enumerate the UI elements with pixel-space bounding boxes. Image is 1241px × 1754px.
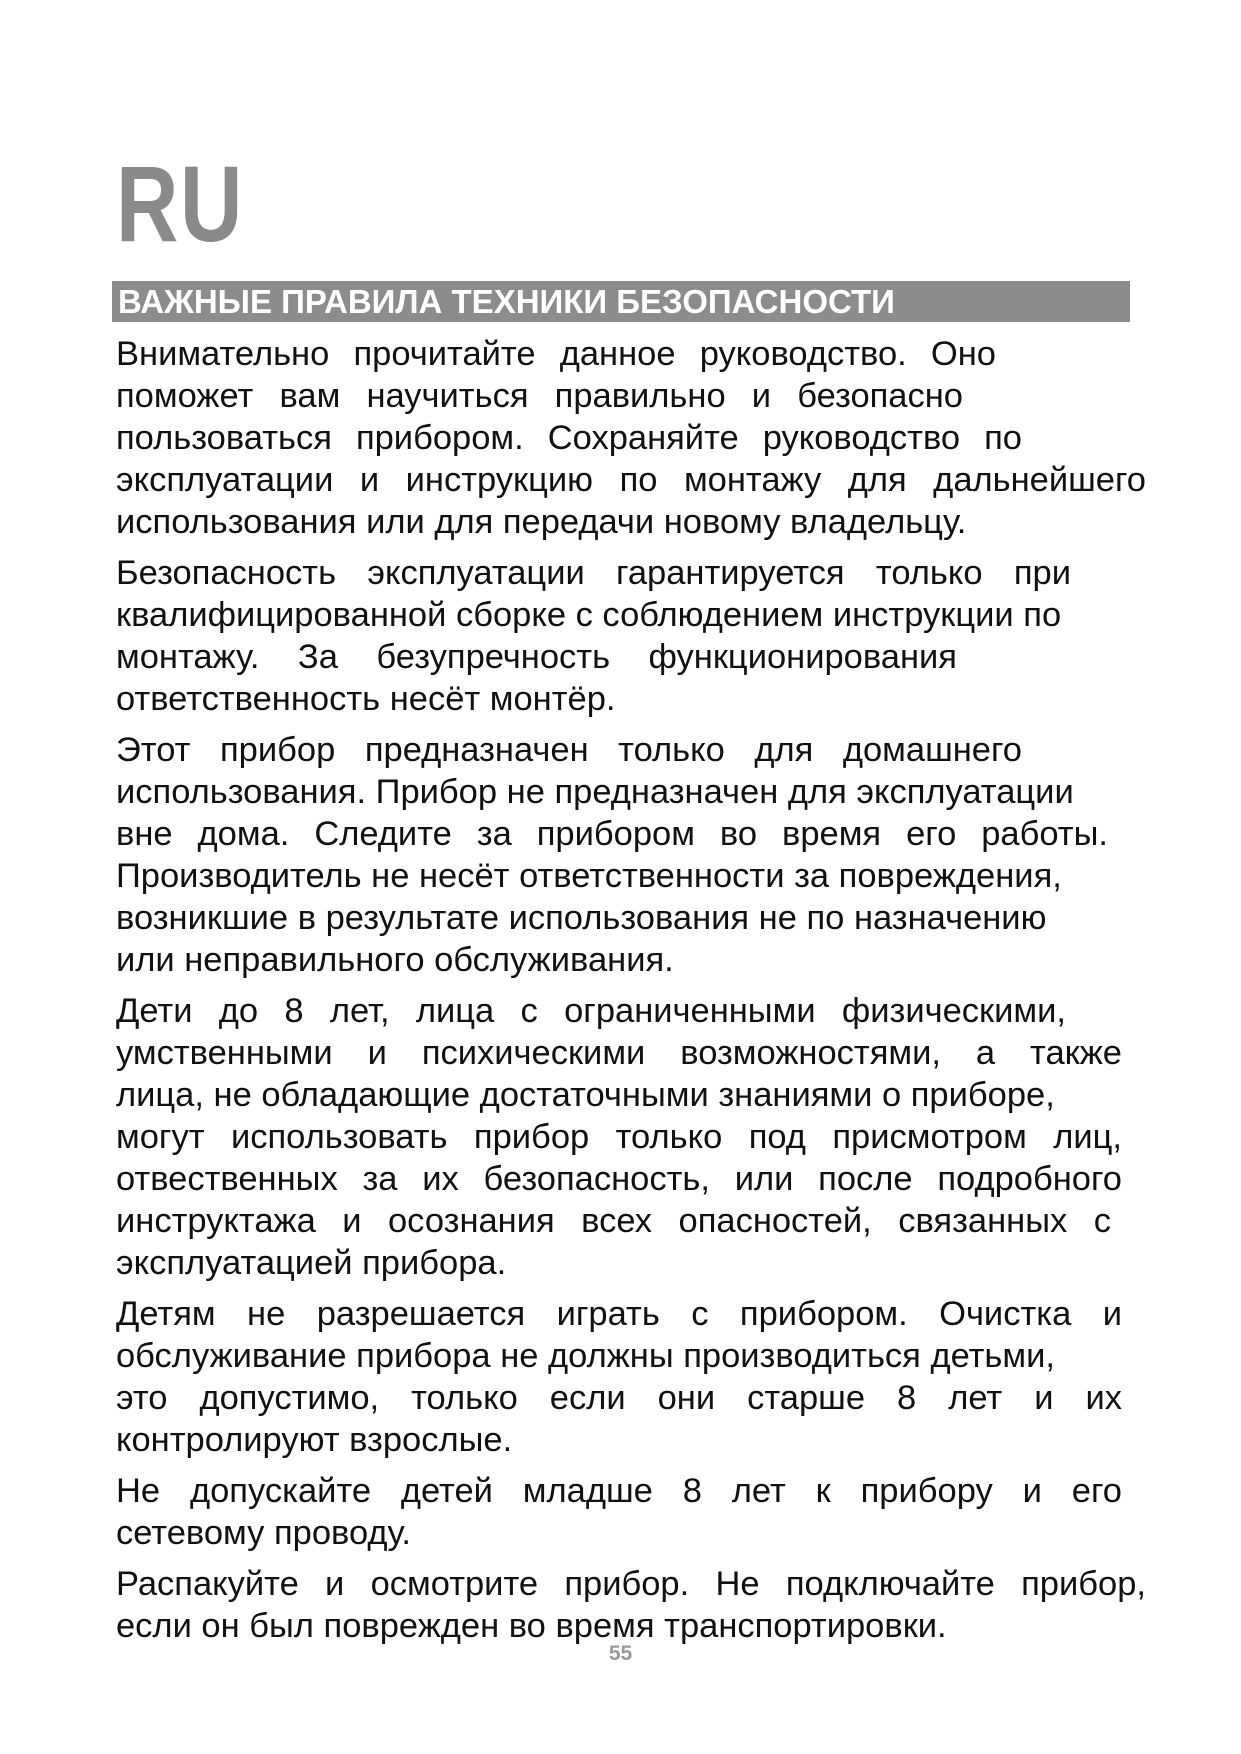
- paragraph-installation: [116, 552, 1156, 720]
- text-line: обслуживание прибора не должны производиться детьми,: [116, 1337, 1055, 1375]
- page-number: 55: [608, 1642, 633, 1665]
- paragraph-keep-away: [116, 1470, 1156, 1554]
- section-header-bar: [112, 281, 1130, 322]
- text-line: ответственность несёт монтёр.: [116, 680, 616, 718]
- text-line: поможет вам научиться правильно и безопасно: [116, 377, 963, 415]
- text-line: это допустимо, только если они старше 8 лет и их: [116, 1379, 1122, 1417]
- text-line: отвественных за их безопасность, или после подробного: [116, 1160, 1122, 1198]
- text-line: инструктажа и осознания всех опасностей, связанных с: [116, 1202, 1111, 1240]
- paragraph-children-play: [116, 1293, 1156, 1461]
- text-line: вне дома. Следите за прибором во время его работы.: [116, 815, 1108, 853]
- text-line: монтажу. За безупречность функционирования: [116, 638, 957, 676]
- text-line: сетевому проводу.: [116, 1514, 411, 1552]
- text-line: использования. Прибор не предназначен для эксплуатации: [116, 773, 1074, 811]
- body-text: [116, 333, 1156, 1656]
- text-line: использования или для передачи новому владельцу.: [116, 503, 967, 541]
- paragraph-children-limited: [116, 990, 1156, 1284]
- section-title: ВАЖНЫЕ ПРАВИЛА ТЕХНИКИ БЕЗОПАСНОСТИ: [118, 283, 895, 320]
- text-line: квалифицированной сборке с соблюдением инструкции по: [116, 596, 1062, 634]
- text-line: Этот прибор предназначен только для домашнего: [116, 731, 1022, 769]
- text-line: Безопасность эксплуатации гарантируется только при: [116, 554, 1071, 592]
- text-line: эксплуатацией прибора.: [116, 1244, 507, 1282]
- text-line: контролируют взрослые.: [116, 1421, 513, 1459]
- paragraph-intro: [116, 333, 1156, 543]
- text-line: или неправильного обслуживания.: [116, 941, 674, 979]
- text-line: возникшие в результате использования не по назначению: [116, 899, 1047, 937]
- language-code: RU: [116, 143, 244, 264]
- text-line: эксплуатации и инструкцию по монтажу для дальнейшего: [116, 461, 1146, 499]
- text-line: Распакуйте и осмотрите прибор. Не подключайте прибор,: [116, 1565, 1146, 1603]
- text-line: Не допускайте детей младше 8 лет к прибору и его: [116, 1472, 1122, 1510]
- paragraph-unpack: [116, 1563, 1156, 1647]
- paragraph-domestic-use: [116, 729, 1156, 981]
- text-line: Внимательно прочитайте данное руководство. Оно: [116, 335, 996, 373]
- text-line: могут использовать прибор только под присмотром лиц,: [116, 1118, 1122, 1156]
- text-line: Производитель не несёт ответственности за повреждения,: [116, 857, 1062, 895]
- text-line: лица, не обладающие достаточными знаниями о приборе,: [116, 1076, 1055, 1114]
- text-line: Дети до 8 лет, лица с ограниченными физическими,: [116, 992, 1066, 1030]
- text-line: если он был поврежден во время транспортировки.: [116, 1607, 947, 1645]
- text-line: пользоваться прибором. Сохраняйте руководство по: [116, 419, 1022, 457]
- text-line: умственными и психическими возможностями, а также: [116, 1034, 1122, 1072]
- text-line: Детям не разрешается играть с прибором. Очистка и: [116, 1295, 1122, 1333]
